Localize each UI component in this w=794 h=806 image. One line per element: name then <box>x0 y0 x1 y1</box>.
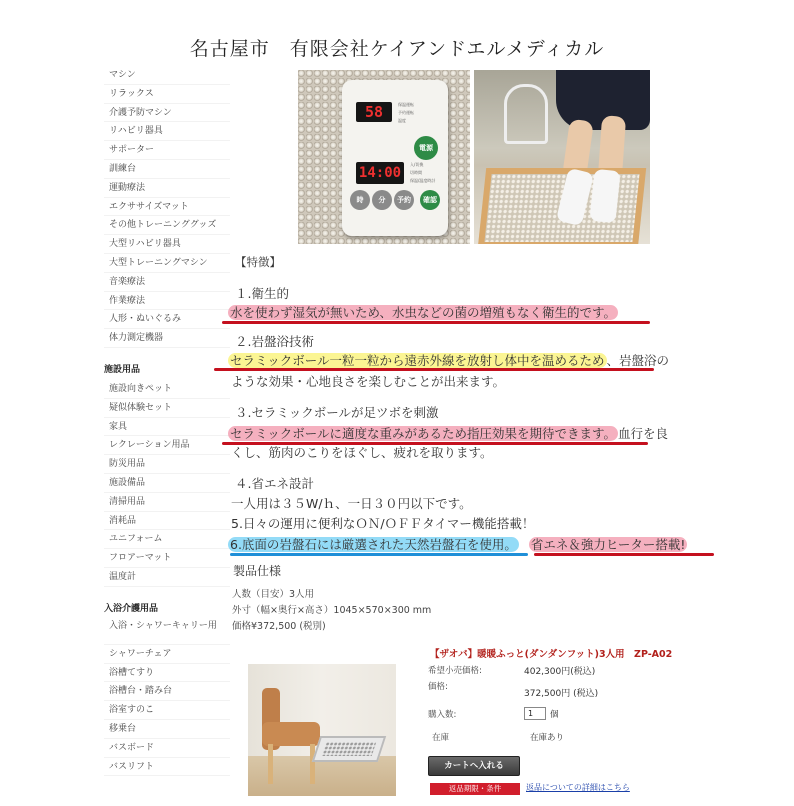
controller-device <box>342 80 448 236</box>
sidebar-item[interactable]: レクレーション用品 <box>104 436 230 455</box>
sidebar-item[interactable]: 施設備品 <box>104 474 230 493</box>
price-value: 372,500円 (税込) <box>524 689 599 699</box>
status-label: 予約運転 <box>398 110 414 115</box>
sidebar-item[interactable]: 清掃用品 <box>104 493 230 512</box>
sidebar-item[interactable]: エクササイズマット <box>104 198 230 217</box>
stock-value: 在庫あり <box>530 733 565 743</box>
feature-2-rest: 、岩盤浴の <box>606 353 670 368</box>
sidebar-item[interactable]: バスリフト <box>104 758 230 777</box>
sidebar-item[interactable]: 入浴・シャワーキャリー用 <box>104 619 230 645</box>
sidebar-gap <box>104 587 230 599</box>
feature-5-line: 5.日々の運用に便利なＯＮ/ＯＦＦタイマー機能搭載！ <box>231 516 535 531</box>
sidebar-group-facility <box>104 380 230 587</box>
sidebar-group-bathing <box>104 619 230 777</box>
sidebar-item[interactable]: 施設向きペット <box>104 380 230 399</box>
sidebar-group-title-facility[interactable]: 施設用品 <box>104 364 141 375</box>
msrp-value: 402,300円(税込) <box>524 667 596 677</box>
feature-2-line2: ような効果・心地良さを楽しむことが出来ます。 <box>231 374 506 389</box>
sidebar-item[interactable]: 大型トレーニングマシン <box>104 254 230 273</box>
quantity-input[interactable]: 1 <box>524 707 546 720</box>
sidebar-item[interactable]: 疑似体験セット <box>104 399 230 418</box>
chair-decor <box>504 84 548 144</box>
foot-warmer-unit <box>312 736 386 762</box>
sock-right <box>589 169 620 223</box>
sidebar-item[interactable]: リラックス <box>104 85 230 104</box>
usage-photo <box>474 70 650 244</box>
feature-6-underline-blue <box>230 553 528 556</box>
msrp-label: 希望小売価格: <box>428 666 482 676</box>
feature-3-highlight: セラミックボールに適度な重みがあるため指圧効果を期待できます。 <box>230 426 617 441</box>
sidebar-item[interactable]: シャワーチェア <box>104 645 230 664</box>
feature-1-line <box>228 303 618 322</box>
sidebar-item[interactable]: フロアーマット <box>104 549 230 568</box>
spec-heading: 製品仕様 <box>233 564 282 578</box>
controller-photo <box>298 70 470 244</box>
feature-2-title: ２.岩盤浴技術 <box>235 334 314 349</box>
sidebar-gap <box>104 348 230 360</box>
sidebar-item[interactable]: 体力測定機器 <box>104 329 230 348</box>
add-to-cart-button[interactable]: カートへ入れる <box>428 756 520 776</box>
sidebar-item[interactable]: 人形・ぬいぐるみ <box>104 310 230 329</box>
sidebar-item[interactable]: 作業療法 <box>104 292 230 311</box>
feature-2-highlight: セラミックボール一粒一粒から遠赤外線を放射し体中を温めるため <box>230 353 605 368</box>
sidebar-item[interactable]: 温度計 <box>104 568 230 587</box>
status-label: 温度 <box>398 118 406 123</box>
sidebar-item[interactable]: 介護予防マシン <box>104 104 230 123</box>
feature-4-line: 一人用は３５W/ｈ、一日３０円以下です。 <box>231 496 472 511</box>
sidebar-item[interactable]: リハビリ器具 <box>104 122 230 141</box>
spec-dimensions: 外寸（幅×奥行×高さ）1045×570×300 mm <box>232 605 432 616</box>
feature-1-highlight: 水を使わず湿気が無いため、水虫などの菌の増殖もなく衛生的です。 <box>230 305 617 320</box>
power-button[interactable]: 電源 <box>414 136 438 160</box>
feature-3-title: ３.セラミックボールが足ツボを刺激 <box>235 405 439 420</box>
sidebar-group-equipment <box>104 66 230 348</box>
feature-3-line <box>228 424 668 443</box>
sidebar-item[interactable]: 浴槽てすり <box>104 664 230 683</box>
sidebar-item[interactable]: 運動療法 <box>104 179 230 198</box>
minute-button[interactable]: 分 <box>372 190 392 210</box>
return-policy-badge: 返品期限・条件 <box>430 783 520 795</box>
sidebar-item[interactable]: 訓練台 <box>104 160 230 179</box>
category-sidebar <box>104 66 230 776</box>
chair-seat <box>262 722 320 746</box>
feature-4-title: ４.省エネ設計 <box>235 476 314 491</box>
temperature-display: 58 <box>356 102 392 122</box>
feature-3-rest: 血行を良 <box>618 426 669 441</box>
feature-6-underline-red <box>534 553 714 556</box>
sidebar-item[interactable]: マシン <box>104 66 230 85</box>
lower-label: 入/切換 <box>410 162 424 167</box>
quantity-unit: 個 <box>550 710 559 720</box>
return-policy-link[interactable]: 返品についての詳細はこちら <box>526 783 630 792</box>
lower-label: 切時間 <box>410 170 422 175</box>
hour-button[interactable]: 時 <box>350 190 370 210</box>
timer-display: 14:00 <box>356 162 404 184</box>
sidebar-group-title-bathing[interactable]: 入浴介護用品 <box>104 603 159 614</box>
feature-1-underline <box>222 321 650 324</box>
sidebar-item[interactable]: 移乗台 <box>104 720 230 739</box>
chair-leg <box>268 744 273 784</box>
stock-label: 在庫 <box>432 733 450 743</box>
lower-label: 保温/温度時計 <box>410 178 436 183</box>
sidebar-item[interactable]: 消耗品 <box>104 512 230 531</box>
chair-leg <box>310 744 315 784</box>
sidebar-item[interactable]: バスボード <box>104 739 230 758</box>
sidebar-item[interactable]: 家具 <box>104 418 230 437</box>
product-title[interactable]: 【ザオバ】暖暖ふっと(ダンダンフット)3人用 ZP-A02 <box>430 649 673 660</box>
feature-1-title: １.衛生的 <box>235 286 289 301</box>
sidebar-item[interactable]: その他トレーニンググッズ <box>104 216 230 235</box>
site-title: 名古屋市 有限会社ケイアンドエルメディカル <box>189 38 605 60</box>
sidebar-item[interactable]: 音楽療法 <box>104 273 230 292</box>
feature-2-underline <box>214 368 654 371</box>
spec-price: 価格¥372,500 (税別) <box>232 621 326 632</box>
sidebar-item[interactable]: 大型リハビリ器具 <box>104 235 230 254</box>
product-photo <box>248 664 396 796</box>
features-heading: 【特徴】 <box>235 255 281 269</box>
confirm-button[interactable]: 確認 <box>420 190 440 210</box>
sidebar-item[interactable]: 防災用品 <box>104 455 230 474</box>
feature-6-highlight-2: 省エネ＆強力ヒーター搭載! <box>530 537 686 552</box>
reserve-button[interactable]: 予約 <box>394 190 414 210</box>
feature-6-highlight: 6.底面の岩盤石には厳選された天然岩盤石を使用。 <box>230 537 517 552</box>
sidebar-item[interactable]: ユニフォーム <box>104 530 230 549</box>
sidebar-item[interactable]: サポーター <box>104 141 230 160</box>
status-label: 保温運転 <box>398 102 414 107</box>
spec-capacity: 人数（目安）3人用 <box>232 589 315 600</box>
price-label: 価格: <box>428 682 448 692</box>
feature-6-line <box>228 535 687 554</box>
sidebar-item[interactable]: 浴槽台・踏み台 <box>104 682 230 701</box>
quantity-label: 購入数: <box>428 710 457 720</box>
sidebar-item[interactable]: 浴室すのこ <box>104 701 230 720</box>
feature-3-line2: くし、筋肉のこりをほぐし、疲れを取ります。 <box>231 445 493 460</box>
